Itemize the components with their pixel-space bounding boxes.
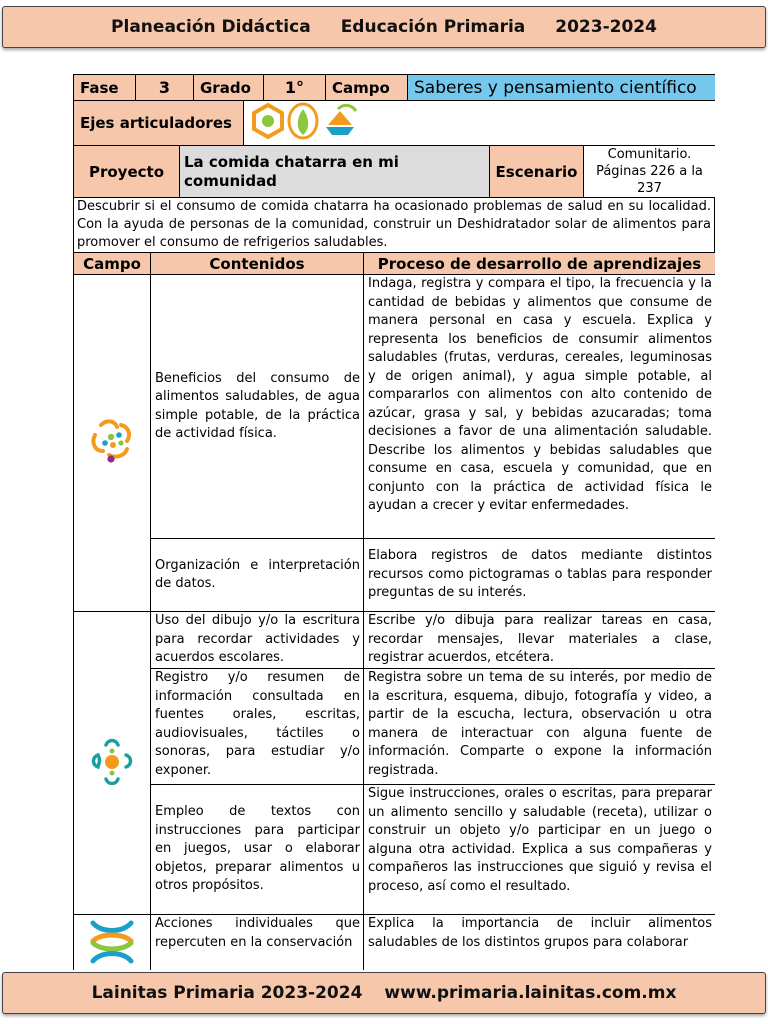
ejes-articuladores-icon: [246, 101, 376, 141]
planning-document: [73, 74, 715, 970]
table-row: [74, 669, 716, 785]
proceso-cell: Indaga, registra y compara el tipo, la frecuencia y la cantidad de bebidas y alimentos que consume de manera personal en casa y escuela. Explica y representa los beneficios de consumir alimentos saludables (frutas, verduras, cereales, leguminosas y de origen animal), y agua simple potable, al compararlos con alimentos con alto contenido de azúcar, grasa y sal, y bebidas azucaradas; toma decisiones a favor de una alimentación saludable. Describe los alimentos y bebidas saludables que consume en casa, escuela y comunidad, que en conjunto con la práctica de actividad física le ayudan a crecer y evitar enfermedades.: [364, 275, 716, 539]
info-table: [73, 74, 715, 101]
table-row: [74, 612, 716, 669]
fase-value: 3: [136, 75, 194, 101]
column-proceso: Proceso de desarrollo de aprendizajes: [364, 253, 716, 275]
saberes-campo-icon: [87, 415, 137, 465]
campo-cell-lenguajes: [74, 612, 151, 915]
table-row: [74, 785, 716, 915]
proceso-cell: Escribe y/o dibuja para realizar tareas en casa, recordar mensajes, llevar materiales a clase, registrar acuerdos, etcétera.: [364, 612, 716, 669]
campo-cell-saberes: [74, 275, 151, 612]
proceso-cell: Explica la importancia de incluir alimentos saludables de los distintos grupos para colaborar: [364, 915, 716, 971]
contenido-cell: Beneficios del consumo de alimentos saludables, de agua simple potable, de la práctica de actividad física.: [151, 275, 364, 539]
table-row: [74, 915, 716, 971]
proceso-cell: Elabora registros de datos mediante distintos recursos como pictogramas o tablas para responder preguntas de su interés.: [364, 539, 716, 612]
escenario-label: Escenario: [490, 146, 584, 198]
grado-label: Grado: [194, 75, 264, 101]
header-banner: [2, 6, 766, 48]
ejes-table: [73, 100, 715, 146]
header-level: Educación Primaria: [340, 17, 526, 37]
header-title: Planeación Didáctica: [111, 17, 311, 37]
grado-value: 1°: [264, 75, 326, 101]
proyecto-value: La comida chatarra en mi comunidad: [180, 146, 490, 198]
footer-banner: [2, 972, 766, 1014]
column-campo: Campo: [74, 253, 151, 275]
footer-brand: Lainitas Primaria 2023-2024: [91, 983, 363, 1003]
ejes-label: Ejes articuladores: [74, 101, 244, 146]
proceso-cell: Sigue instrucciones, orales o escritas, para preparar un alimento sencillo y saludable (receta), utilizar o construir un objeto y/o participar en un juego o alguna otra actividad. Explica a sus compañeras y compañeros las instrucciones que siguió y revisa el proceso, así como el resultado.: [364, 785, 716, 915]
table-row: [74, 539, 716, 612]
table-row: [74, 275, 716, 539]
description-table: [73, 197, 715, 253]
etica-campo-icon: [87, 915, 137, 965]
proyecto-label: Proyecto: [74, 146, 180, 198]
campo-value: Saberes y pensamiento científico: [408, 75, 716, 101]
contenido-cell: Uso del dibujo y/o la escritura para recordar actividades y acuerdos escolares.: [151, 612, 364, 669]
project-description: Descubrir si el consumo de comida chatarra ha ocasionado problemas de salud en su localidad. Con la ayuda de personas de la comunidad, construir un Deshidratador solar de alimentos para promover el consumo de refrigerios saludables.: [74, 198, 715, 253]
contenido-cell: Empleo de textos con instrucciones para participar en juegos, usar o elaborar objetos, preparar alimentos u otros propósitos.: [151, 785, 364, 915]
contenido-cell: Acciones individuales que repercuten en la conservación: [151, 915, 364, 971]
campo-cell-etica: [74, 915, 151, 971]
contenido-cell: Organización e interpretación de datos.: [151, 539, 364, 612]
campo-label: Campo: [326, 75, 408, 101]
header-year: 2023-2024: [555, 17, 657, 37]
content-table: [73, 252, 715, 970]
contenido-cell: Registro y/o resumen de información consultada en fuentes orales, escritas, audiovisuales, táctiles o sonoras, para estudiar y/o exponer.: [151, 669, 364, 785]
proceso-cell: Registra sobre un tema de su interés, por medio de la escritura, esquema, dibujo, fotografía y video, a partir de la escucha, lectura, observación u otra manera de interactuar con alguna fuente de información. Comparte o expone la información registrada.: [364, 669, 716, 785]
column-contenidos: Contenidos: [151, 253, 364, 275]
fase-label: Fase: [74, 75, 136, 101]
project-table: [73, 145, 715, 198]
lenguajes-campo-icon: [90, 735, 134, 785]
escenario-value: Comunitario. Páginas 226 a la 237: [584, 146, 716, 198]
footer-url[interactable]: www.primaria.lainitas.com.mx: [384, 983, 677, 1003]
